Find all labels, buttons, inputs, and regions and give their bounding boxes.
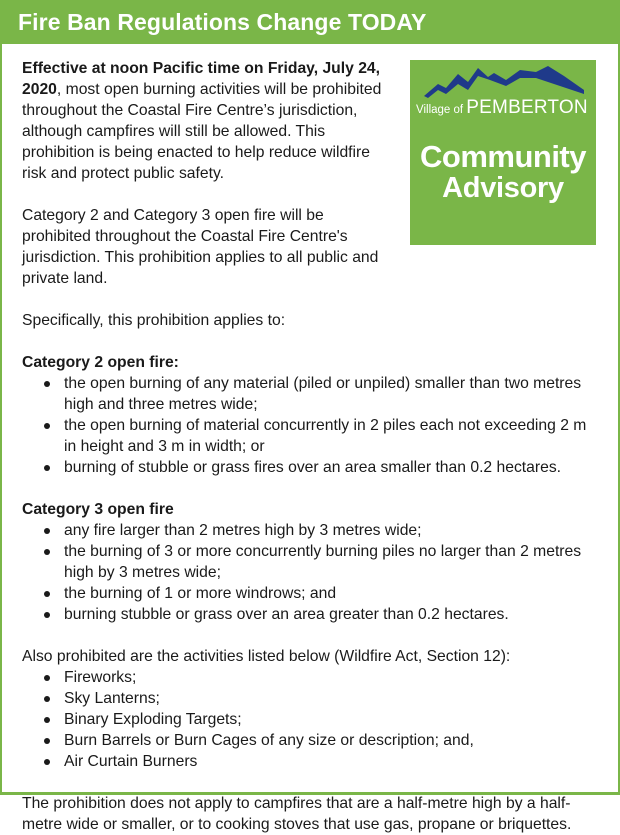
specifically-text: Specifically, this prohibition applies to: xyxy=(22,312,286,329)
category3-list xyxy=(22,520,598,625)
also-prohibited-list xyxy=(22,667,598,772)
list-item: Fireworks; xyxy=(64,667,598,688)
advisory-body xyxy=(2,58,618,835)
list-item: Burn Barrels or Burn Cages of any size or description; and, xyxy=(64,730,598,751)
page-title: Fire Ban Regulations Change TODAY xyxy=(2,0,618,44)
village-name-main: PEMBERTON xyxy=(466,97,588,118)
category2-heading: Category 2 open fire: xyxy=(22,354,179,371)
list-item: any fire larger than 2 metres high by 3 metres wide; xyxy=(64,520,598,541)
intro-text xyxy=(22,58,394,310)
village-name xyxy=(416,97,588,121)
category2-list xyxy=(22,373,598,478)
list-item: the open burning of any material (piled or unpiled) smaller than two metres high and three metres wide; xyxy=(64,373,598,415)
also-prohibited-intro: Also prohibited are the activities listed below (Wildfire Act, Section 12): xyxy=(22,648,511,665)
list-item: the open burning of material concurrently in 2 piles each not exceeding 2 m in height and 3 m in width; or xyxy=(64,415,598,457)
category3-heading: Category 3 open fire xyxy=(22,501,174,518)
community-advisory-logo xyxy=(410,60,596,245)
intro-rest: , most open burning activities will be prohibited throughout the Coastal Fire Centre’s jurisdiction, although campfires will still be allowed. This prohibition is being enacted to help reduce wildfire risk and protect public safety. xyxy=(22,81,382,182)
list-item: Sky Lanterns; xyxy=(64,688,598,709)
list-item: burning of stubble or grass fires over an area smaller than 0.2 hectares. xyxy=(64,457,598,478)
list-item: Binary Exploding Targets; xyxy=(64,709,598,730)
village-prefix: Village of xyxy=(416,104,467,116)
list-item: the burning of 1 or more windrows; and xyxy=(64,583,598,604)
logo-advisory-text: Advisory xyxy=(442,172,564,204)
effective-date-lead: Effective at noon Pacific time on Friday, July 24, 2020 xyxy=(22,60,381,98)
list-item: Air Curtain Burners xyxy=(64,751,598,772)
category-paragraph: Category 2 and Category 3 open fire will be prohibited throughout the Coastal Fire Centre's jurisdiction. This prohibition applies to all public and private land. xyxy=(22,207,379,287)
logo-community-text: Community xyxy=(420,139,586,174)
intro-section xyxy=(22,58,598,310)
list-item: burning stubble or grass over an area greater than 0.2 hectares. xyxy=(64,604,598,625)
intro-paragraph xyxy=(22,58,394,184)
campfire-exemption-text: The prohibition does not apply to campfires that are a half-metre high by a half-metre wide or smaller, or to cooking stoves that use gas, propane or briquettes. xyxy=(22,795,572,833)
list-item: the burning of 3 or more concurrently burning piles no larger than 2 metres high by 3 metres wide; xyxy=(64,541,598,583)
mountains-icon xyxy=(424,60,584,98)
